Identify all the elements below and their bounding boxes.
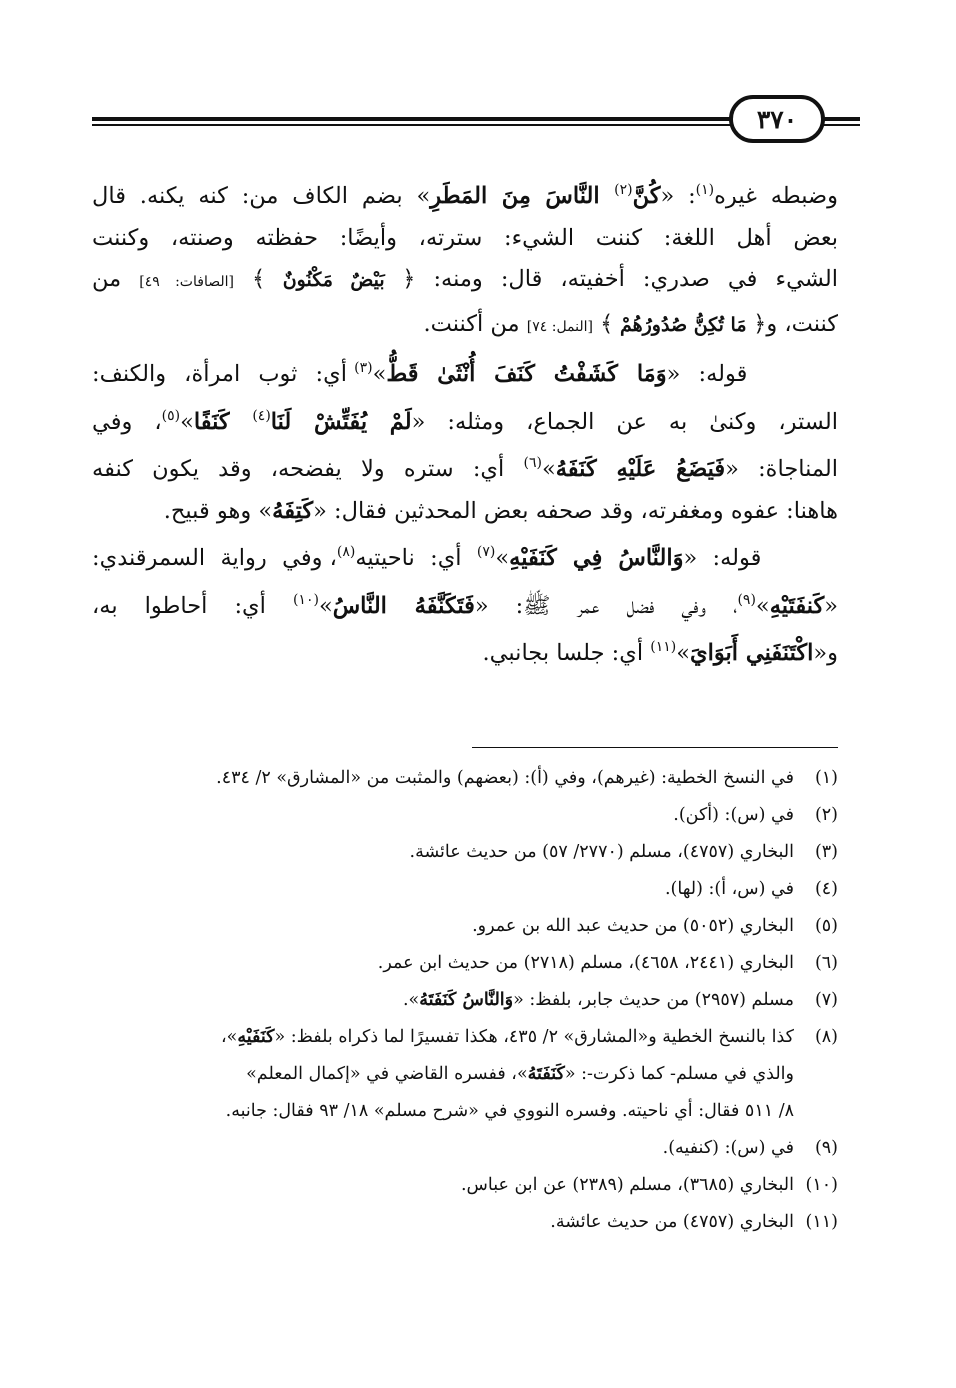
- footnote-number: (٩): [814, 1138, 838, 1158]
- footnote-text: البخاري (٤٧٥٧) من حديث عائشة.: [550, 1212, 794, 1232]
- footnote-ref[interactable]: (٧): [476, 544, 496, 560]
- footnote-item: [92, 834, 838, 871]
- footnote-number: (١٠): [805, 1175, 838, 1195]
- text-line: الستر، وكنىٰ به عن الجماع، ومثله: «لَمْ يُفَتِّشْ لَنَا$^{(٤)}$ كَنَفًا»$^{(٥)}$، وفي: [92, 407, 838, 435]
- footnote-text: مسلم (٢٩٥٧) من حديث جابر، بلفظ: «وَالنَّاسُ كَنَفَتَهُ».: [402, 990, 794, 1010]
- header-rule-left: [92, 117, 792, 126]
- text-line: هاهنا: عفوه ومغفرته، وقد صحفه بعض المحدثين فقال: «كَتِفَهُ» وهو قبيح.: [163, 497, 838, 524]
- footnote-number: (٨): [814, 1027, 838, 1047]
- text-line: بعض أهل اللغة: كننت الشيء: سترته، وأيضًا: حفظته وصنته، وكننت: [92, 224, 838, 251]
- text-line: الشيء في صدري: أخفيته، قال: ومنه: ﴿ بَيْضٌ مَكْنُونٌ ﴾ [الصافات: ٤٩] من: [92, 266, 838, 292]
- footnote-ref[interactable]: (٥): [161, 407, 181, 424]
- footnote-item: [92, 1204, 838, 1241]
- footnotes: [92, 760, 838, 1241]
- paragraph-2: [92, 348, 838, 532]
- footnote-number: (٧): [814, 990, 838, 1010]
- footnote-item: [92, 982, 838, 1019]
- footnote-item: [92, 1130, 838, 1167]
- footnote-number: (١١): [805, 1212, 838, 1232]
- footnote-text: في (س): (أكن).: [673, 805, 794, 825]
- footnote-text: في النسخ الخطية: (غيرهم)، وفي (أ): (بعضهم) والمثبت من «المشارق» ٢/ ٤٣٤.: [216, 768, 794, 788]
- footnote-number: (٥): [814, 916, 838, 936]
- footnote-ref[interactable]: (٨): [336, 544, 356, 560]
- footnote-item: [92, 871, 838, 908]
- footnote-text: في (س، أ): (لها).: [664, 879, 794, 899]
- footnote-item: [92, 1019, 838, 1130]
- paragraph-1: [92, 170, 838, 348]
- footnote-ref[interactable]: (١٠): [292, 591, 319, 608]
- footnote-ref[interactable]: (٢): [614, 182, 633, 198]
- footnote-number: (٦): [814, 953, 838, 973]
- main-text: [92, 170, 838, 675]
- footnote-ref[interactable]: (٦): [523, 455, 542, 471]
- text-line: كننت، و﴿ مَا تُكِنُّ صُدُورُهُمْ ﴾ [النمل: ٧٤] من أكننت.: [423, 310, 838, 337]
- footnote-number: (٤): [814, 879, 838, 899]
- footnote-item: [92, 760, 838, 797]
- footnote-text: البخاري (٤٧٥٧)، مسلم (٢٧٧٠/ ٥٧) من حديث عائشة.: [409, 842, 794, 862]
- text-line: و«اكْتَنَفَنِي أَبَوَايَ»$^{(١١)}$ أي: جلسا بجانبي.: [482, 639, 838, 666]
- footnote-ref[interactable]: (١): [695, 182, 715, 198]
- text-line: المناجاة: «فَيَضَعُ عَلَيْهِ كَنَفَهُ»$^{(٦)}$ أي: ستره ولا يفضحه، وقد يكون كنفه: [92, 455, 838, 482]
- header-rule-right: [820, 117, 860, 126]
- footnote-text: البخاري (٢٤٤١، ٤٦٥٨)، مسلم (٢٧١٨) من حديث ابن عمر.: [377, 953, 794, 973]
- text-line: قوله: «وَالنَّاسُ فِي كَنَفَيْهِ»$^{(٧)}$ أي: ناحيتيه$^{(٨)}$، وفي رواية السمرقندي:: [92, 544, 762, 571]
- footnote-item: [92, 908, 838, 945]
- footnote-text: البخاري (٥٠٥٢) من حديث عبد الله بن عمرو.: [472, 916, 794, 936]
- text-line: «كَنفَتَيْهِ»$^{(٩)}$، وفي فضل عمر ﷺ: «فَتَكَنَّفَهُ النَّاسُ»$^{(١٠)}$ أي: أحاطوا به،: [92, 591, 838, 619]
- footnote-separator: [472, 747, 838, 748]
- footnote-ref[interactable]: (٤): [252, 407, 271, 424]
- text-line: وضبطه غيره$^{(١)}$: «كُنَّ$^{(٢)}$ النَّاسَ مِنَ المَطَرِ» بضم الكاف من: كنه يكنه. قال: [92, 182, 838, 209]
- footnote-ref[interactable]: (٩): [737, 591, 756, 608]
- footnote-item: [92, 1167, 838, 1204]
- footnote-text: في (س): (كنفيه).: [662, 1138, 794, 1158]
- footnote-number: (٢): [814, 805, 838, 825]
- text-line: قوله: «وَمَا كَشَفْتُ كَنَفَ أُنْثَىٰ قَطُّ»$^{(٣)}$ أي: ثوب امرأة، والكنف:: [92, 360, 748, 387]
- footnote-text: كذا بالنسخ الخطية و«المشارق» ٢/ ٤٣٥، هكذا تفسيرًا لما ذكراه بلفظ: «كَنَفَيْهِ»، والذي في مسلم- كما ذكرت-: «كَنَفَتَهُ»، ففسره القاضي في «إكمال المعلم» ٨/ ٥١١ فقال: أي ناحيته. وفسره النووي في «شرح مسلم» ١٨/ ٩٣ فقال: جانبه.: [220, 1027, 794, 1121]
- footnote-number: (١): [814, 768, 838, 788]
- footnote-text: البخاري (٣٦٨٥)، مسلم (٢٣٨٩) عن ابن عباس.: [460, 1175, 794, 1195]
- footnote-ref[interactable]: (٣): [354, 360, 373, 376]
- paragraph-3: [92, 532, 838, 675]
- footnote-item: [92, 797, 838, 834]
- footnote-number: (٣): [814, 842, 838, 862]
- footnote-ref[interactable]: (١١): [650, 639, 677, 655]
- footnote-item: [92, 945, 838, 982]
- page-number: ٣٧٠: [729, 95, 825, 143]
